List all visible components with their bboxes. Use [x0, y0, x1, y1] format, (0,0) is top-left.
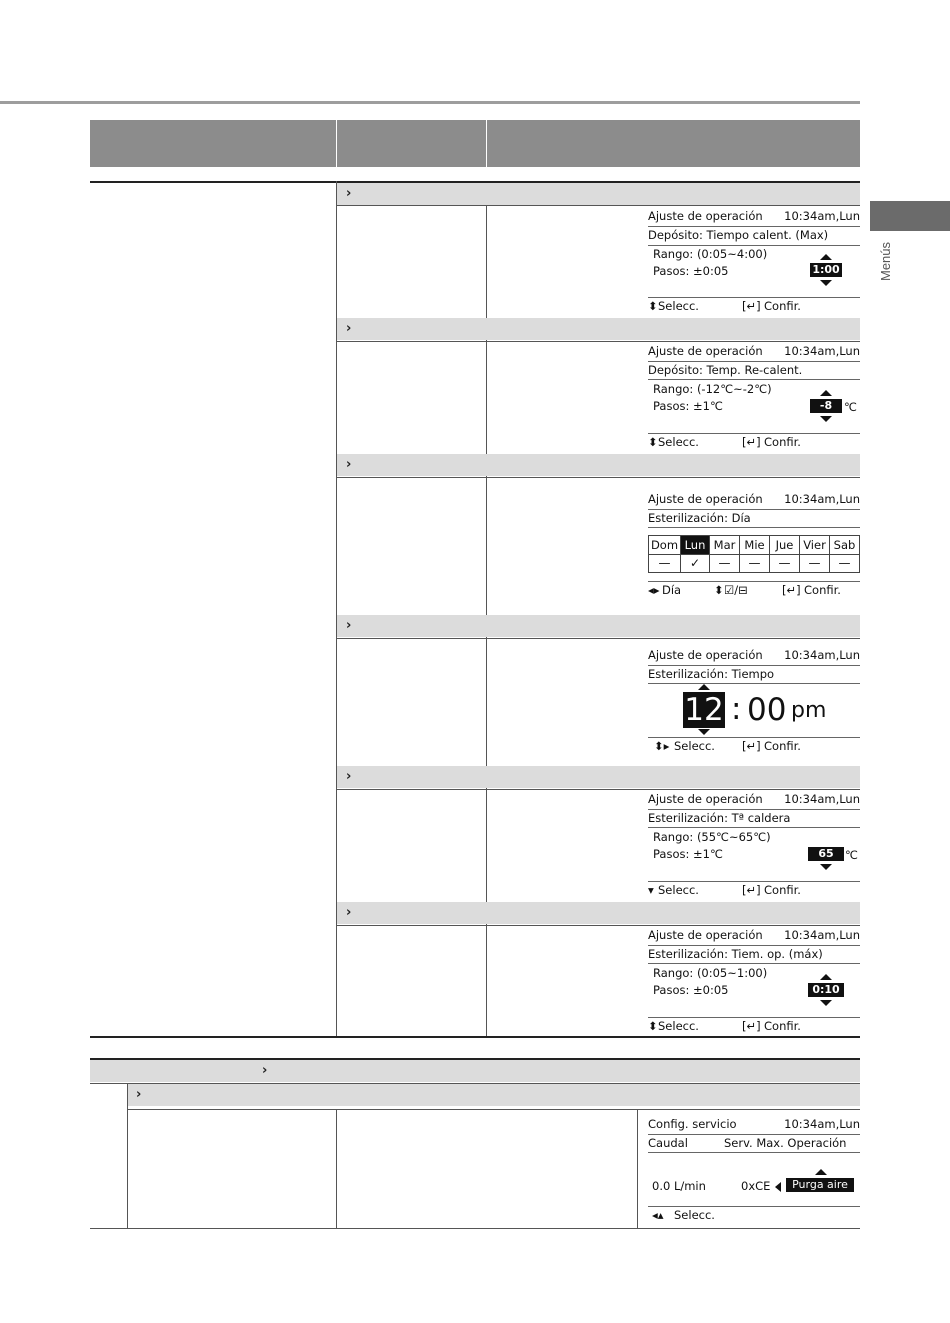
up-arrow-icon[interactable]: [815, 1169, 827, 1175]
down-arrow-icon[interactable]: [698, 729, 710, 735]
lcd-clock: 10:34am,Lun: [784, 792, 860, 806]
side-tab[interactable]: [870, 201, 950, 231]
lcd-header: Ajuste de operación: [648, 928, 763, 942]
lcd-clock: 10:34am,Lun: [784, 928, 860, 942]
lcd-rule: [648, 527, 860, 528]
down-arrow-icon[interactable]: [820, 416, 832, 422]
lcd-foot-select: Selecc.: [658, 435, 699, 449]
lcd-subtitle: Esterilización: Tª caldera: [648, 811, 791, 825]
lcd-range: Rango: (0:05~4:00): [653, 247, 768, 261]
lcd-clock: 10:34am,Lun: [784, 492, 860, 506]
day-mark: —: [710, 554, 740, 572]
column-divider: [637, 1110, 638, 1228]
lcd-col-service: Serv. Max. Operación: [724, 1136, 847, 1150]
lcd-rule: [648, 297, 860, 298]
lcd-range: Rango: (55℃~65℃): [653, 830, 771, 844]
lcd-clock: 10:34am,Lun: [784, 344, 860, 358]
lcd-clock: 10:34am,Lun: [784, 648, 860, 662]
lcd-range: Rango: (0:05~1:00): [653, 966, 768, 980]
lcd-foot-confirm: Confir.: [764, 883, 801, 897]
flow-value: 0.0 L/min: [652, 1179, 706, 1193]
time-colon: :: [731, 691, 742, 727]
lcd-foot-select: Selecc.: [658, 299, 699, 313]
day-table: [648, 535, 860, 573]
up-arrow-icon[interactable]: [820, 254, 832, 260]
chevron-right-icon: ›: [262, 1063, 268, 1078]
lcd-rule: [648, 683, 860, 684]
lcd-rule: [648, 509, 860, 510]
lcd-rule: [648, 1134, 860, 1135]
lcd-screen-tank-heat-time: [648, 206, 860, 316]
chevron-right-icon: ›: [346, 186, 352, 201]
down-arrow-small-icon: ▾: [648, 883, 654, 897]
lcd-foot-confirm: Confir.: [764, 1019, 801, 1033]
lcd-header: Ajuste de operación: [648, 792, 763, 806]
code-value: 0xCE: [741, 1179, 771, 1193]
left-right-arrows-icon: ◂▸: [648, 583, 660, 597]
chevron-right-icon: ›: [346, 905, 352, 920]
chevron-right-icon: ›: [136, 1087, 142, 1102]
lcd-screen-boiler-temp: [648, 790, 860, 900]
updown-arrows-icon: ⬍: [714, 583, 724, 597]
lcd-subtitle: Esterilización: Día: [648, 511, 751, 525]
left-up-arrows-icon: ◂▴: [652, 1208, 664, 1222]
up-arrow-icon[interactable]: [820, 974, 832, 980]
lcd-screen-sterilization-day: [648, 490, 860, 602]
lcd-rule: [648, 226, 860, 227]
lcd-foot-select: Selecc.: [658, 1019, 699, 1033]
subheader-row: [90, 1060, 860, 1082]
day-cell-selected[interactable]: Lun: [681, 536, 710, 554]
day-mark: —: [830, 554, 859, 572]
lcd-subtitle: Esterilización: Tiempo: [648, 667, 775, 681]
lcd-rule: [648, 945, 860, 946]
lcd-screen-service-config: [648, 1115, 860, 1227]
subheader-row: [337, 318, 860, 340]
header-divider: [336, 120, 337, 167]
chevron-right-icon: ›: [346, 769, 352, 784]
subheader-row: [337, 902, 860, 924]
lcd-steps: Pasos: ±1℃: [653, 399, 723, 413]
lcd-subtitle: Depósito: Temp. Re-calent.: [648, 363, 803, 377]
lcd-steps: Pasos: ±1℃: [653, 847, 723, 861]
lcd-foot-select: Selecc.: [674, 1208, 715, 1222]
down-arrow-icon[interactable]: [820, 1000, 832, 1006]
day-cell[interactable]: Dom: [649, 536, 681, 554]
enter-key-icon: [↵]: [742, 883, 761, 897]
value-box[interactable]: -8: [810, 399, 842, 413]
up-arrow-icon[interactable]: [820, 390, 832, 396]
subheader-row: [337, 615, 860, 637]
lcd-foot-check: ☑/⊟: [724, 583, 748, 597]
unit-label: ℃: [844, 400, 857, 414]
row-rule: [127, 1109, 860, 1110]
table-bottom-rule: [90, 1228, 860, 1229]
day-mark: —: [800, 554, 830, 572]
day-mark: —: [740, 554, 770, 572]
updown-arrows-icon: ⬍: [648, 1019, 658, 1033]
down-arrow-icon[interactable]: [820, 864, 832, 870]
value-box[interactable]: 65: [808, 847, 844, 861]
lcd-header: Ajuste de operación: [648, 492, 763, 506]
day-cell[interactable]: Mar: [710, 536, 740, 554]
enter-key-icon: [↵]: [742, 739, 761, 753]
updown-right-arrows-icon: ⬍▸: [654, 739, 670, 753]
enter-key-icon: [↵]: [782, 583, 801, 597]
day-cell[interactable]: Mie: [740, 536, 770, 554]
lcd-col-flow: Caudal: [648, 1136, 688, 1150]
day-cell[interactable]: Sab: [833, 538, 856, 552]
ampm-value[interactable]: pm: [791, 698, 827, 723]
lcd-subtitle: Esterilización: Tiem. op. (máx): [648, 947, 823, 961]
subheader-row: [337, 766, 860, 788]
lcd-foot-confirm: Confir.: [764, 435, 801, 449]
subheader-row: [337, 454, 860, 476]
lcd-rule: [648, 827, 860, 828]
column-divider: [336, 1110, 337, 1228]
down-arrow-icon[interactable]: [820, 280, 832, 286]
lcd-screen-max-op-time: [648, 926, 860, 1036]
lcd-clock: 10:34am,Lun: [784, 209, 860, 223]
lcd-rule: [648, 379, 860, 380]
header-divider: [486, 120, 487, 167]
updown-arrows-icon: ⬍: [648, 299, 658, 313]
lcd-rule: [648, 433, 860, 434]
day-mark: —: [649, 554, 681, 572]
row-rule: [337, 477, 860, 478]
left-arrow-icon[interactable]: [775, 1182, 781, 1192]
chevron-right-icon: ›: [346, 321, 352, 336]
lcd-clock: 10:34am,Lun: [784, 1117, 860, 1131]
lcd-foot-confirm: Confir.: [764, 739, 801, 753]
lcd-foot-confirm: Confir.: [764, 299, 801, 313]
lcd-range: Rango: (-12℃~-2℃): [653, 382, 772, 396]
lcd-foot-day: Día: [662, 583, 682, 597]
enter-key-icon: [↵]: [742, 299, 761, 313]
lcd-rule: [648, 1206, 860, 1207]
lcd-rule: [648, 881, 860, 882]
enter-key-icon: [↵]: [742, 1019, 761, 1033]
updown-arrows-icon: ⬍: [648, 435, 658, 449]
lcd-steps: Pasos: ±0:05: [653, 264, 729, 278]
subheader-row: [337, 183, 860, 205]
chevron-right-icon: ›: [346, 618, 352, 633]
lcd-header: Config. servicio: [648, 1117, 737, 1131]
lcd-rule: [648, 665, 860, 666]
subheader-row: [127, 1084, 860, 1106]
lcd-foot-confirm: Confir.: [804, 583, 841, 597]
lcd-header: Ajuste de operación: [648, 648, 763, 662]
hour-box[interactable]: 12: [684, 692, 724, 728]
lcd-foot-select: Selecc.: [674, 739, 715, 753]
day-mark: —: [770, 554, 800, 572]
up-arrow-icon[interactable]: [698, 684, 710, 690]
lcd-screen-tank-reheat-temp: [648, 342, 860, 452]
enter-key-icon: [↵]: [742, 435, 761, 449]
lcd-rule: [648, 737, 860, 738]
lcd-header: Ajuste de operación: [648, 209, 763, 223]
lcd-foot-select: Selecc.: [658, 883, 699, 897]
lcd-rule: [648, 245, 860, 246]
lcd-steps: Pasos: ±0:05: [653, 983, 729, 997]
day-cell[interactable]: Jue: [770, 536, 800, 554]
lcd-rule: [648, 809, 860, 810]
day-cell[interactable]: Vier: [800, 536, 830, 554]
lcd-rule: [648, 581, 860, 582]
purge-air-button[interactable]: Purga aire: [786, 1178, 854, 1192]
row-rule: [337, 638, 860, 639]
lcd-screen-sterilization-time: [648, 646, 860, 758]
lcd-rule: [648, 1017, 860, 1018]
lcd-header: Ajuste de operación: [648, 344, 763, 358]
minute-value[interactable]: 00: [747, 692, 787, 728]
unit-label: ℃: [845, 848, 858, 862]
table-header: [90, 120, 860, 167]
top-rule: [0, 101, 860, 104]
table-bottom-rule: [90, 1036, 860, 1038]
value-box[interactable]: 0:10: [808, 983, 844, 997]
day-mark: ✓: [681, 554, 710, 572]
lcd-rule: [648, 1152, 860, 1153]
chevron-right-icon: ›: [346, 457, 352, 472]
column-divider: [127, 1084, 128, 1228]
value-box[interactable]: 1:00: [810, 263, 842, 277]
lcd-rule: [648, 361, 860, 362]
lcd-rule: [648, 963, 860, 964]
side-tab-label: Menús: [878, 241, 893, 281]
lcd-subtitle: Depósito: Tiempo calent. (Max): [648, 228, 829, 242]
